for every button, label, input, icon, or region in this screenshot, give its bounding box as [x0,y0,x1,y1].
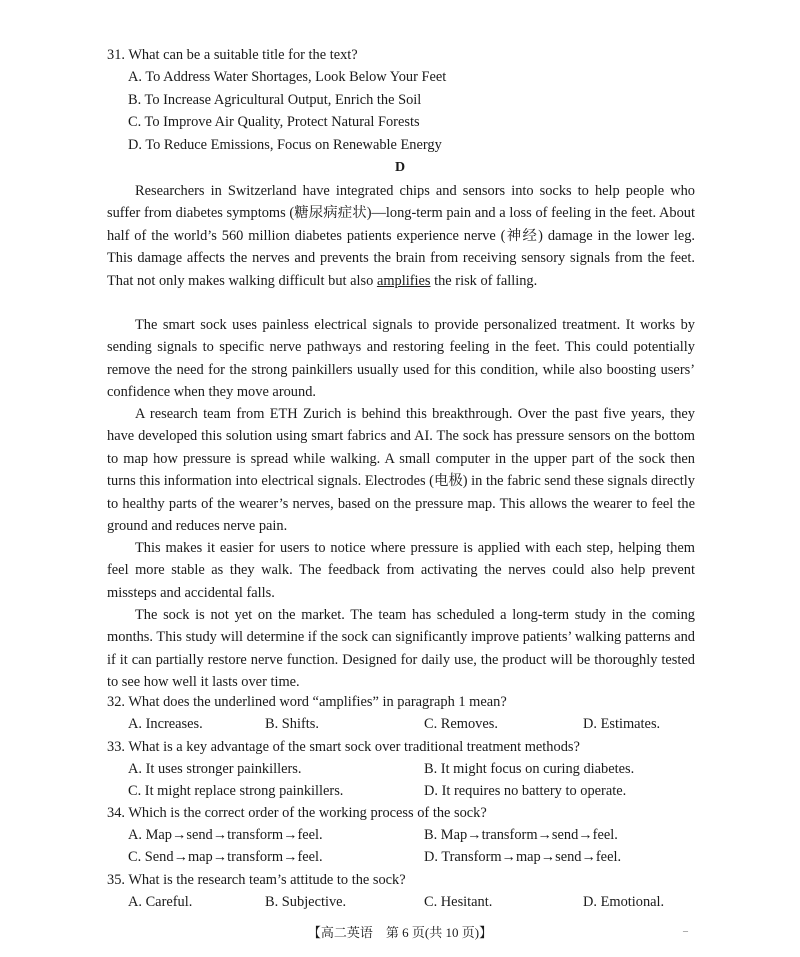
q35-option-c: C. Hesitant. [424,894,493,910]
q35-options [128,894,728,914]
q34-option-d: D. Transform→map→send→feel. [424,849,622,865]
passage-paragraph-1 [107,180,695,292]
q35-option-a: A. Careful. [128,894,193,910]
q32-option-d: D. Estimates. [583,716,661,732]
q33-option-c: C. It might replace strong painkillers. [128,783,344,799]
q34-options-row-2 [128,849,728,869]
q31-option-d: D. To Reduce Emissions, Focus on Renewable Energy [128,137,442,153]
page-footer: 【高二英语 第 6 页(共 10 页)】 [307,925,493,940]
q31-option-a: A. To Address Water Shortages, Look Below Your Feet [128,69,447,85]
corner-mark: – [683,926,688,937]
section-heading: D [394,160,406,175]
q35-option-d: D. Emotional. [583,894,665,910]
question-35: 35. What is the research team’s attitude to the sock? [107,872,406,888]
passage-paragraph-4: This makes it easier for users to notice where pressure is applied with each step, helping them feel more stable as they walk. The feedback from activating the nerves could also help prevent missteps and accidental falls. [107,540,695,601]
q35-option-b: B. Subjective. [265,894,347,910]
q33-options-row-1 [128,761,728,781]
q32-options [128,716,728,736]
passage-paragraph-5: The sock is not yet on the market. The team has scheduled a long-term study in the coming months. This study will determine if the sock can significantly improve patients’ walking patterns and if it can partially restore nerve function. Designed for daily use, the product will be thoroughly tested to see how well it lasts over time. [107,607,695,691]
passage-paragraph-2: The smart sock uses painless electrical signals to provide personalized treatment. It works by sending signals to specific nerve pathways and restoring feeling in the feet. This could potentially remove the need for the strong painkillers usually used for this condition, while also boosting users’ confidence when they move around. [107,317,695,401]
p1-text-after: the risk of falling. [434,272,538,289]
q34-option-c: C. Send→map→transform→feel. [128,849,323,865]
passage-paragraph-3: A research team from ETH Zurich is behind this breakthrough. Over the past five years, they have developed this solution using smart fabrics and AI. The sock has pressure sensors on the bottom to map how pressure is spread while walking. A small computer in the upper part of the sock then turns this information into electrical signals. Electrodes (电极) in the fabric send these signals directly to healthy parts of the wearer’s nerves, based on the pressure map. This allows the wearer to feel the ground and reduces nerve pain. [107,406,695,535]
q33-option-a: A. It uses stronger painkillers. [128,761,302,777]
question-32: 32. What does the underlined word “amplifies” in paragraph 1 mean? [107,694,507,710]
q34-option-b: B. Map→transform→send→feel. [424,827,618,843]
underlined-word: amplifies [376,272,431,289]
p1-text-before: Researchers in Switzerland have integrated chips and sensors into socks to help people who suffer from diabetes symptoms (糖尿病症状)—long-term pain and a loss of feeling in the feet. About half of the world’s 560 million diabetes patients experience nerve (神经) damage in the lower leg. This damage affects the nerves and prevents the brain from receiving sensory signals from the feet. That not only makes walking difficult but also [107,183,695,289]
question-33: 33. What is a key advantage of the smart sock over traditional treatment methods? [107,739,580,755]
q32-option-b: B. Shifts. [265,716,319,732]
q33-option-b: B. It might focus on curing diabetes. [424,761,635,777]
q33-options-row-2 [128,783,728,803]
q32-option-a: A. Increases. [128,716,203,732]
q33-option-d: D. It requires no battery to operate. [424,783,627,799]
question-31: 31. What can be a suitable title for the text? [107,47,358,63]
q34-option-a: A. Map→send→transform→feel. [128,827,323,843]
question-34: 34. Which is the correct order of the working process of the sock? [107,805,487,821]
q31-option-c: C. To Improve Air Quality, Protect Natural Forests [128,114,420,130]
q34-options-row-1 [128,827,728,847]
q31-option-b: B. To Increase Agricultural Output, Enrich the Soil [128,92,422,108]
q32-option-c: C. Removes. [424,716,498,732]
